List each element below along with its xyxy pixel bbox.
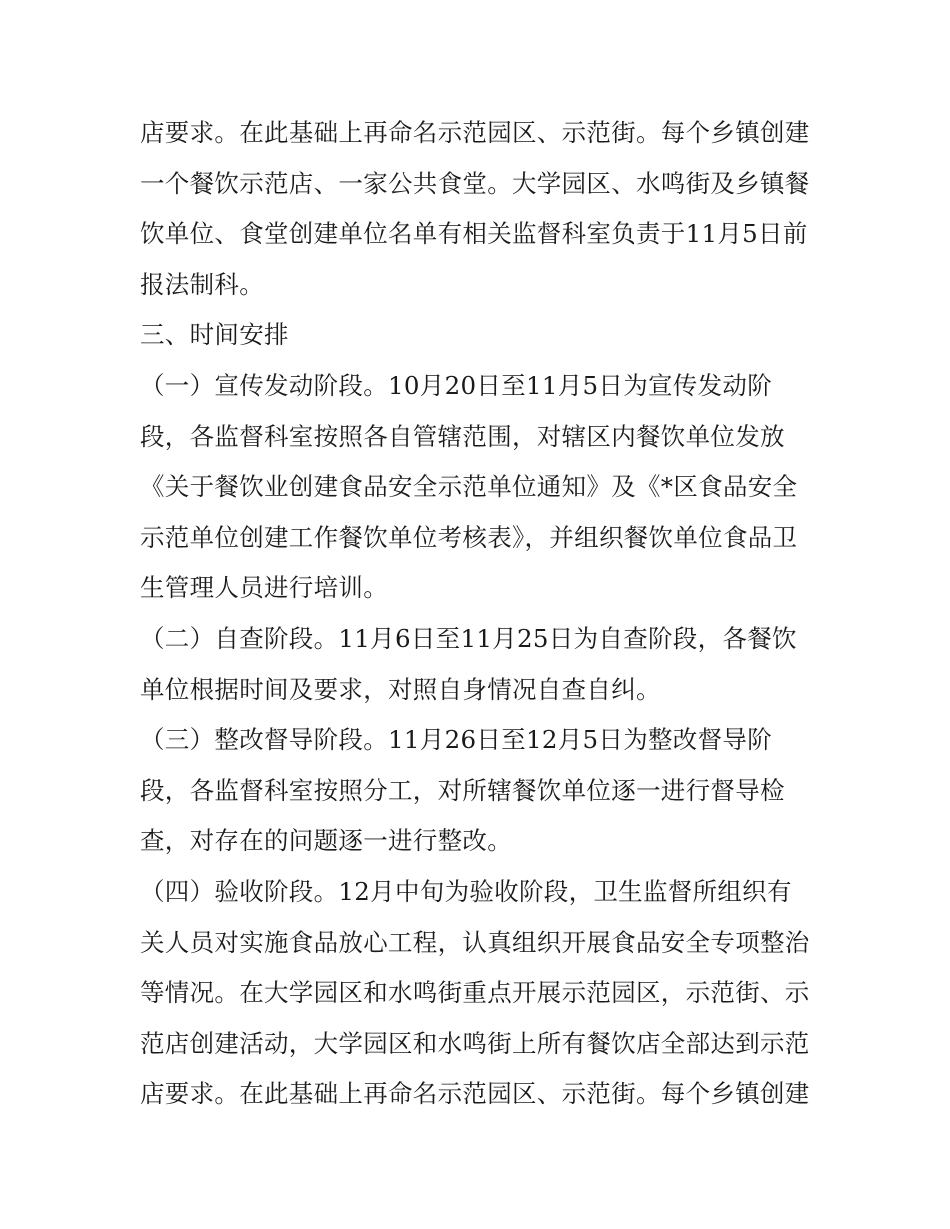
text-line: 店要求。在此基础上再命名示范园区、示范街。每个乡镇创建	[140, 118, 810, 147]
text-line: 段，各监督科室按照各自管辖范围，对辖区内餐饮单位发放	[140, 421, 785, 451]
text-line: 等情况。在大学园区和水鸣街重点开展示范园区，示范街、示	[140, 978, 810, 1008]
text-line: （三）整改督导阶段。11月26日至12月5日为整改督导阶	[140, 725, 773, 755]
text-line: （一）宣传发动阶段。10月20日至11月5日为宣传发动阶	[140, 370, 773, 400]
text-line: （四）验收阶段。12月中旬为验收阶段，卫生监督所组织有	[140, 876, 792, 906]
text-line: 查，对存在的问题逐一进行整改。	[140, 826, 512, 856]
text-line: 生管理人员进行培训。	[140, 573, 388, 603]
text-line: 范店创建活动，大学园区和水鸣街上所有餐饮店全部达到示范	[140, 1028, 810, 1058]
text-line: 《关于餐饮业创建食品安全示范单位通知》及《*区食品安全	[140, 472, 798, 502]
text-line: 饮单位、食堂创建单位名单有相关监督科室负责于11月5日前	[140, 219, 808, 249]
text-line: 店要求。在此基础上再命名示范园区、示范街。每个乡镇创建	[140, 1079, 810, 1109]
text-line: 示范单位创建工作餐饮单位考核表》，并组织餐饮单位食品卫	[140, 522, 798, 552]
text-line: 一个餐饮示范店、一家公共食堂。大学园区、水鸣街及乡镇餐	[140, 168, 810, 198]
text-line: 单位根据时间及要求，对照自身情况自查自纠。	[140, 674, 661, 704]
text-line: 关人员对实施食品放心工程，认真组织开展食品安全专项整治	[140, 927, 810, 957]
text-line: 段，各监督科室按照分工，对所辖餐饮单位逐一进行督导检	[140, 775, 785, 805]
text-line: （二）自查阶段。11月6日至11月25日为自查阶段，各餐饮	[140, 623, 797, 653]
text-line: 报法制科。	[140, 269, 264, 299]
document-body	[140, 108, 830, 1120]
section-heading: 三、时间安排	[140, 320, 289, 350]
